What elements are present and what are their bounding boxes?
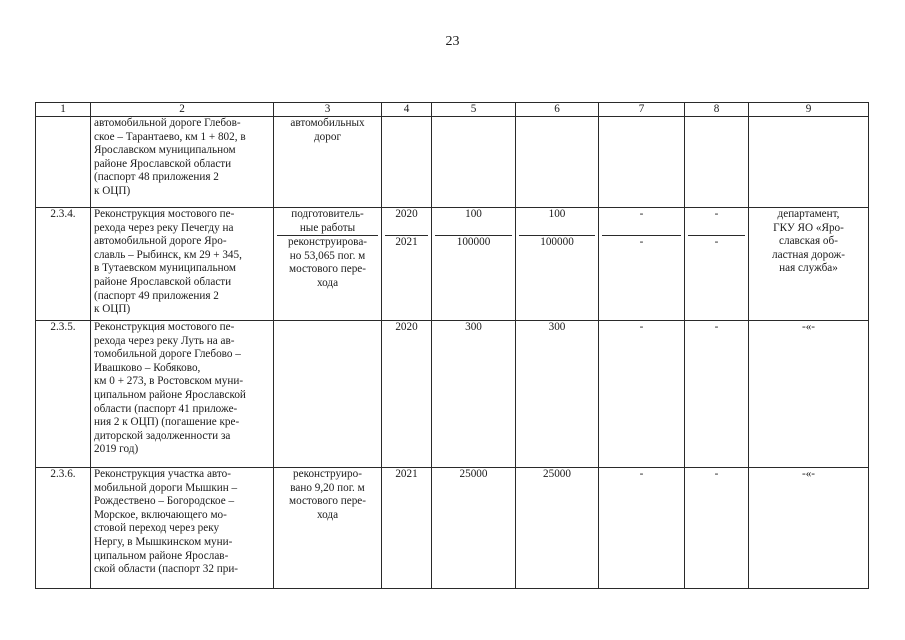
row-executor: -«- [749,321,869,468]
row-work [274,208,382,321]
column-header: 8 [685,103,749,117]
row-value-7-1: - [602,208,681,236]
row-value-5-2: 100000 [456,236,491,248]
row-value-5 [432,208,516,321]
row-value-6-1: 100 [519,208,595,236]
row-year [382,208,432,321]
row-number [36,117,91,208]
row-year [382,117,432,208]
table-row [36,117,869,208]
data-table [35,102,869,589]
row-value-7 [599,208,685,321]
row-year-1: 2020 [385,208,428,236]
row-value-7: - [599,468,685,589]
row-value-8: - [685,321,749,468]
row-number: 2.3.6. [36,468,91,589]
row-description: Реконструкция мостового пе- рехода через реку Печегду на автомобильной дороге Яро- славль – Рыбинск, км 29 + 345, в Тутаевском муниципальном районе Ярославской области (паспорт 49 приложения 2 к ОЦП) [91,208,274,321]
row-value-5-1: 100 [435,208,512,236]
row-year: 2020 [382,321,432,468]
row-work: автомобильных дорог [274,117,382,208]
row-value-6-2: 100000 [540,236,574,248]
table-header-row [36,103,869,117]
row-number: 2.3.5. [36,321,91,468]
row-description: Реконструкция участка авто- мобильной дороги Мышкин – Рождествено – Богородское – Морское, включающего мо- стовой переход через реку Нергу, в Мышкинском муни- ципальном районе Ярослав- ской области (паспорт 32 при- [91,468,274,589]
row-value-7: - [599,321,685,468]
row-value-8 [685,208,749,321]
row-value-5: 300 [432,321,516,468]
row-value-6: 300 [516,321,599,468]
row-executor: департамент, ГКУ ЯО «Яро- славская об- ластная дорож- ная служба» [749,208,869,321]
row-value-8 [685,117,749,208]
column-header: 3 [274,103,382,117]
row-value-6 [516,117,599,208]
column-header: 7 [599,103,685,117]
table-row [36,321,869,468]
row-executor: -«- [749,468,869,589]
row-value-6 [516,208,599,321]
row-value-8: - [685,468,749,589]
row-year-2: 2021 [395,236,418,248]
row-value-5: 25000 [432,468,516,589]
column-header: 1 [36,103,91,117]
row-executor [749,117,869,208]
column-header: 6 [516,103,599,117]
page-number: 23 [445,34,460,49]
column-header: 2 [91,103,274,117]
table-row [36,468,869,589]
row-number: 2.3.4. [36,208,91,321]
row-value-6: 25000 [516,468,599,589]
row-description: автомобильной дороге Глебов- ское – Тарантаево, км 1 + 802, в Ярославском муниципальном районе Ярославской области (паспорт 48 приложения 2 к ОЦП) [91,117,274,208]
column-header: 5 [432,103,516,117]
column-header: 9 [749,103,869,117]
column-header: 4 [382,103,432,117]
row-work-part-1: подготовитель- ные работы [277,208,378,236]
table-row [36,208,869,321]
row-year: 2021 [382,468,432,589]
row-value-8-2: - [714,236,719,248]
row-value-7 [599,117,685,208]
row-description: Реконструкция мостового пе- рехода через реку Луть на ав- томобильной дороге Глебово – Ивашково – Кобяково, км 0 + 273, в Ростовском муни- ципальном районе Ярославской области (паспорт 41 приложе- ния 2 к ОЦП) (погашение кре- диторской задолженности за 2019 год) [91,321,274,468]
row-value-8-1: - [688,208,745,236]
row-work: реконструиро- вано 9,20 пог. м мостового пере- хода [274,468,382,589]
row-value-7-2: - [639,236,644,248]
row-work-part-2: реконструирова- но 53,065 пог. м мостового пере- хода [287,236,368,289]
row-value-5 [432,117,516,208]
row-work [274,321,382,468]
